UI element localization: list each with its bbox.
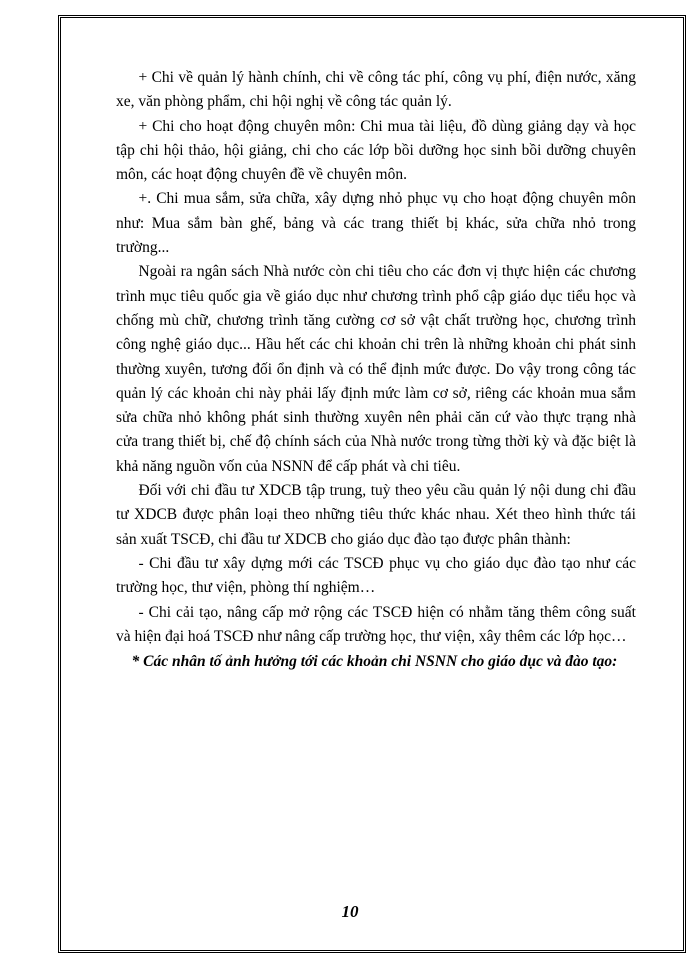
paragraph-admin-expenses: + Chi về quản lý hành chính, chi về công tác phí, công vụ phí, điện nước, xăng xe, văn phòng phẩm, chi hội nghị về công tác quản lý. <box>116 69 636 111</box>
paragraph-professional-activities: + Chi cho hoạt động chuyên môn: Chi mua tài liệu, đồ dùng giảng dạy và học tập chi hội thảo, hội giảng, chi cho các lớp bồi dưỡng học sinh bồi dưỡng chuyên môn, các hoạt động chuyên đề về chuyên môn. <box>116 117 636 184</box>
paragraph-national-programs: Ngoài ra ngân sách Nhà nước còn chi tiêu cho các đơn vị thực hiện các chương trình mục tiêu quốc gia về giáo dục như chương trình phổ cập giáo dục tiểu học và chống mù chữ, chương trình tăng cường cơ sở vật chất trường học, chương trình công nghệ giáo dục... Hầu hết các chi khoản chi trên là những khoản chi phát sinh thường xuyên, tương đối ổn định và có thể định mức được. Do vậy trong công tác quản lý các khoản chi này phải lấy định mức làm cơ sở, riêng các khoản mua sắm sửa chữa nhỏ không phát sinh thường xuyên nên phải căn cứ vào thực trạng nhà cửa trang thiết bị, chế độ chính sách của Nhà nước trong từng thời kỳ và đặc biệt là khả năng nguồn vốn của NSNN để cấp phát và chi tiêu. <box>116 263 636 475</box>
paragraph-capital-investment: Đối với chi đầu tư XDCB tập trung, tuỳ theo yêu cầu quản lý nội dung chi đầu tư XDCB được phân loại theo những tiêu thức khác nhau. Xét theo hình thức tái sản xuất TSCĐ, chi đầu tư XDCB cho giáo dục đào tạo được phân thành: <box>116 482 636 548</box>
section-heading: * Các nhân tố ảnh hưởng tới các khoản chi NSNN cho giáo dục và đào tạo: <box>131 653 618 671</box>
document-body <box>116 66 636 674</box>
paragraph-procurement-repair: +. Chi mua sắm, sửa chữa, xây dựng nhỏ phục vụ cho hoạt động chuyên môn như: Mua sắm bàn ghế, bảng và các trang thiết bị khác, sửa chữa nhỏ trong trường... <box>116 190 636 257</box>
paragraph-renovation: - Chi cải tạo, nâng cấp mở rộng các TSCĐ hiện có nhằm tăng thêm công suất và hiện đại hoá TSCĐ như nâng cấp trường học, thư viện, xây thêm các lớp học… <box>116 603 636 645</box>
paragraph-new-construction: - Chi đầu tư xây dựng mới các TSCĐ phục vụ cho giáo dục đào tạo như các trường học, thư viện, phòng thí nghiệm… <box>116 554 636 597</box>
page-number: 10 <box>341 902 359 921</box>
